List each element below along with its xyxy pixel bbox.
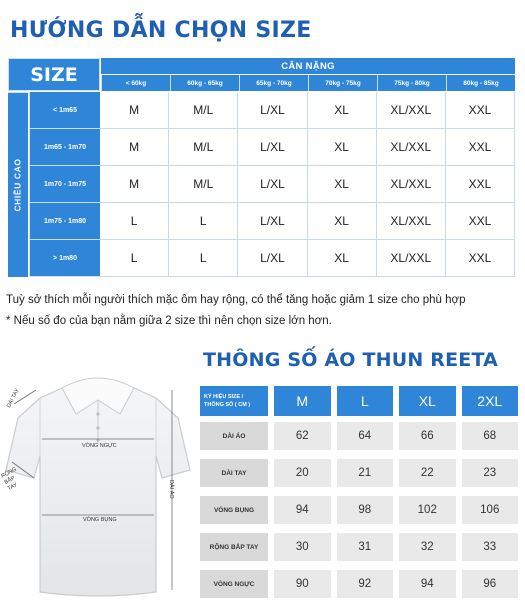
size-cell: M bbox=[100, 92, 169, 129]
table-row bbox=[29, 240, 515, 277]
size-cell: XL bbox=[308, 240, 377, 277]
table-row bbox=[200, 496, 518, 524]
height-header bbox=[8, 92, 28, 277]
table-row bbox=[29, 92, 515, 129]
weight-col: 75kg - 80kg bbox=[377, 75, 446, 91]
spec-value: 32 bbox=[399, 533, 456, 561]
spec-title: THÔNG SỐ ÁO THUN REETA bbox=[203, 349, 499, 371]
size-cell: XL bbox=[308, 129, 377, 166]
spec-header-label bbox=[200, 386, 268, 416]
height-row-label: 1m65 - 1m70 bbox=[29, 129, 100, 166]
spec-row-label: RỘNG BẮP TAY bbox=[200, 533, 268, 561]
size-cell: M/L bbox=[169, 92, 238, 129]
height-row-label: > 1m80 bbox=[29, 240, 100, 277]
height-row-label: 1m70 - 1m75 bbox=[29, 166, 100, 203]
size-cell: XL/XXL bbox=[377, 129, 446, 166]
waist-measure-label: VÒNG BỤNG bbox=[83, 517, 117, 523]
spec-size-col: 2XL bbox=[462, 386, 519, 416]
size-cell: L/XL bbox=[238, 240, 307, 277]
size-cell: XXL bbox=[446, 166, 515, 203]
spec-value: 20 bbox=[274, 459, 331, 487]
size-cell: XL bbox=[308, 92, 377, 129]
spec-row-label: DÀI TAY bbox=[200, 459, 268, 487]
table-row bbox=[29, 166, 515, 203]
size-cell: M bbox=[100, 129, 169, 166]
size-cell: L/XL bbox=[238, 166, 307, 203]
spec-value: 21 bbox=[337, 459, 394, 487]
spec-header-line2: THÔNG SỐ ( CM ) bbox=[204, 402, 251, 408]
spec-row-label: VÒNG NGỰC bbox=[200, 570, 268, 598]
height-row-label: 1m75 - 1m80 bbox=[29, 203, 100, 240]
size-cell: M/L bbox=[169, 129, 238, 166]
size-guide-title: HƯỚNG DẪN CHỌN SIZE bbox=[10, 18, 312, 43]
shoulder-measure-label: DÀI TAY bbox=[6, 387, 21, 409]
table-row bbox=[200, 570, 518, 598]
size-cell: XL bbox=[308, 166, 377, 203]
size-cell: XXL bbox=[446, 92, 515, 129]
size-cell: M/L bbox=[169, 166, 238, 203]
chest-measure-label: VÒNG NGỰC bbox=[82, 443, 117, 449]
weight-col: 65kg - 70kg bbox=[239, 75, 308, 91]
size-table-body bbox=[29, 92, 515, 277]
length-measure-label: DÀI ÁO bbox=[168, 480, 174, 499]
spec-header-row bbox=[200, 386, 518, 416]
size-cell: L/XL bbox=[238, 129, 307, 166]
sleeve-measure-label: RỘNG BẮP TAY bbox=[0, 466, 19, 493]
spec-size-col: M bbox=[274, 386, 331, 416]
spec-value: 31 bbox=[337, 533, 394, 561]
size-cell: XL/XXL bbox=[377, 92, 446, 129]
weight-col: 80kg - 85kg bbox=[446, 75, 515, 91]
size-cell: XL/XXL bbox=[377, 203, 446, 240]
weight-col: 70kg - 75kg bbox=[308, 75, 377, 91]
table-row bbox=[29, 203, 515, 240]
spec-value: 94 bbox=[274, 496, 331, 524]
size-cell: XL/XXL bbox=[377, 166, 446, 203]
weight-col: 60kg - 65kg bbox=[170, 75, 239, 91]
spec-value: 102 bbox=[399, 496, 456, 524]
weight-columns bbox=[101, 75, 515, 91]
weight-col: < 60kg bbox=[101, 75, 170, 91]
spec-value: 90 bbox=[274, 570, 331, 598]
size-cell: L/XL bbox=[238, 203, 307, 240]
size-cell: M bbox=[100, 166, 169, 203]
spec-row-label: VÒNG BỤNG bbox=[200, 496, 268, 524]
spec-value: 33 bbox=[462, 533, 519, 561]
size-corner-label: SIZE bbox=[8, 58, 100, 91]
size-cell: L bbox=[100, 203, 169, 240]
polo-shirt-icon bbox=[0, 370, 195, 600]
spec-value: 66 bbox=[399, 422, 456, 450]
size-cell: XL bbox=[308, 203, 377, 240]
spec-value: 106 bbox=[462, 496, 519, 524]
between-sizes-note: * Nếu số đo của bạn nằm giữa 2 size thì nên chọn size lớn hơn. bbox=[6, 315, 332, 327]
spec-size-col: XL bbox=[399, 386, 456, 416]
height-row-label: < 1m65 bbox=[29, 92, 100, 129]
size-cell: XXL bbox=[446, 129, 515, 166]
spec-value: 22 bbox=[399, 459, 456, 487]
spec-value: 62 bbox=[274, 422, 331, 450]
spec-value: 30 bbox=[274, 533, 331, 561]
spec-value: 96 bbox=[462, 570, 519, 598]
size-cell: XXL bbox=[446, 240, 515, 277]
size-cell: L bbox=[100, 240, 169, 277]
spec-table bbox=[200, 386, 518, 600]
spec-value: 23 bbox=[462, 459, 519, 487]
table-row bbox=[200, 422, 518, 450]
shirt-illustration bbox=[0, 370, 195, 600]
height-header-text: CHIỀU CAO bbox=[13, 158, 24, 212]
spec-header-line1: KÝ HIỆU SIZE / bbox=[204, 394, 244, 400]
size-cell: L bbox=[169, 203, 238, 240]
spec-value: 92 bbox=[337, 570, 394, 598]
table-row bbox=[200, 533, 518, 561]
weight-header: CÂN NẶNG bbox=[101, 58, 515, 74]
size-cell: L bbox=[169, 240, 238, 277]
fit-note: Tuỳ sở thích mỗi người thích mặc ôm hay rộng, có thể tăng hoặc giảm 1 size cho phù hợp bbox=[6, 294, 466, 306]
table-row bbox=[29, 129, 515, 166]
size-cell: XXL bbox=[446, 203, 515, 240]
spec-value: 64 bbox=[337, 422, 394, 450]
spec-value: 94 bbox=[399, 570, 456, 598]
size-cell: L/XL bbox=[238, 92, 307, 129]
size-cell: XL/XXL bbox=[377, 240, 446, 277]
spec-value: 68 bbox=[462, 422, 519, 450]
table-row bbox=[200, 459, 518, 487]
spec-row-label: DÀI ÁO bbox=[200, 422, 268, 450]
spec-size-col: L bbox=[337, 386, 394, 416]
spec-value: 98 bbox=[337, 496, 394, 524]
